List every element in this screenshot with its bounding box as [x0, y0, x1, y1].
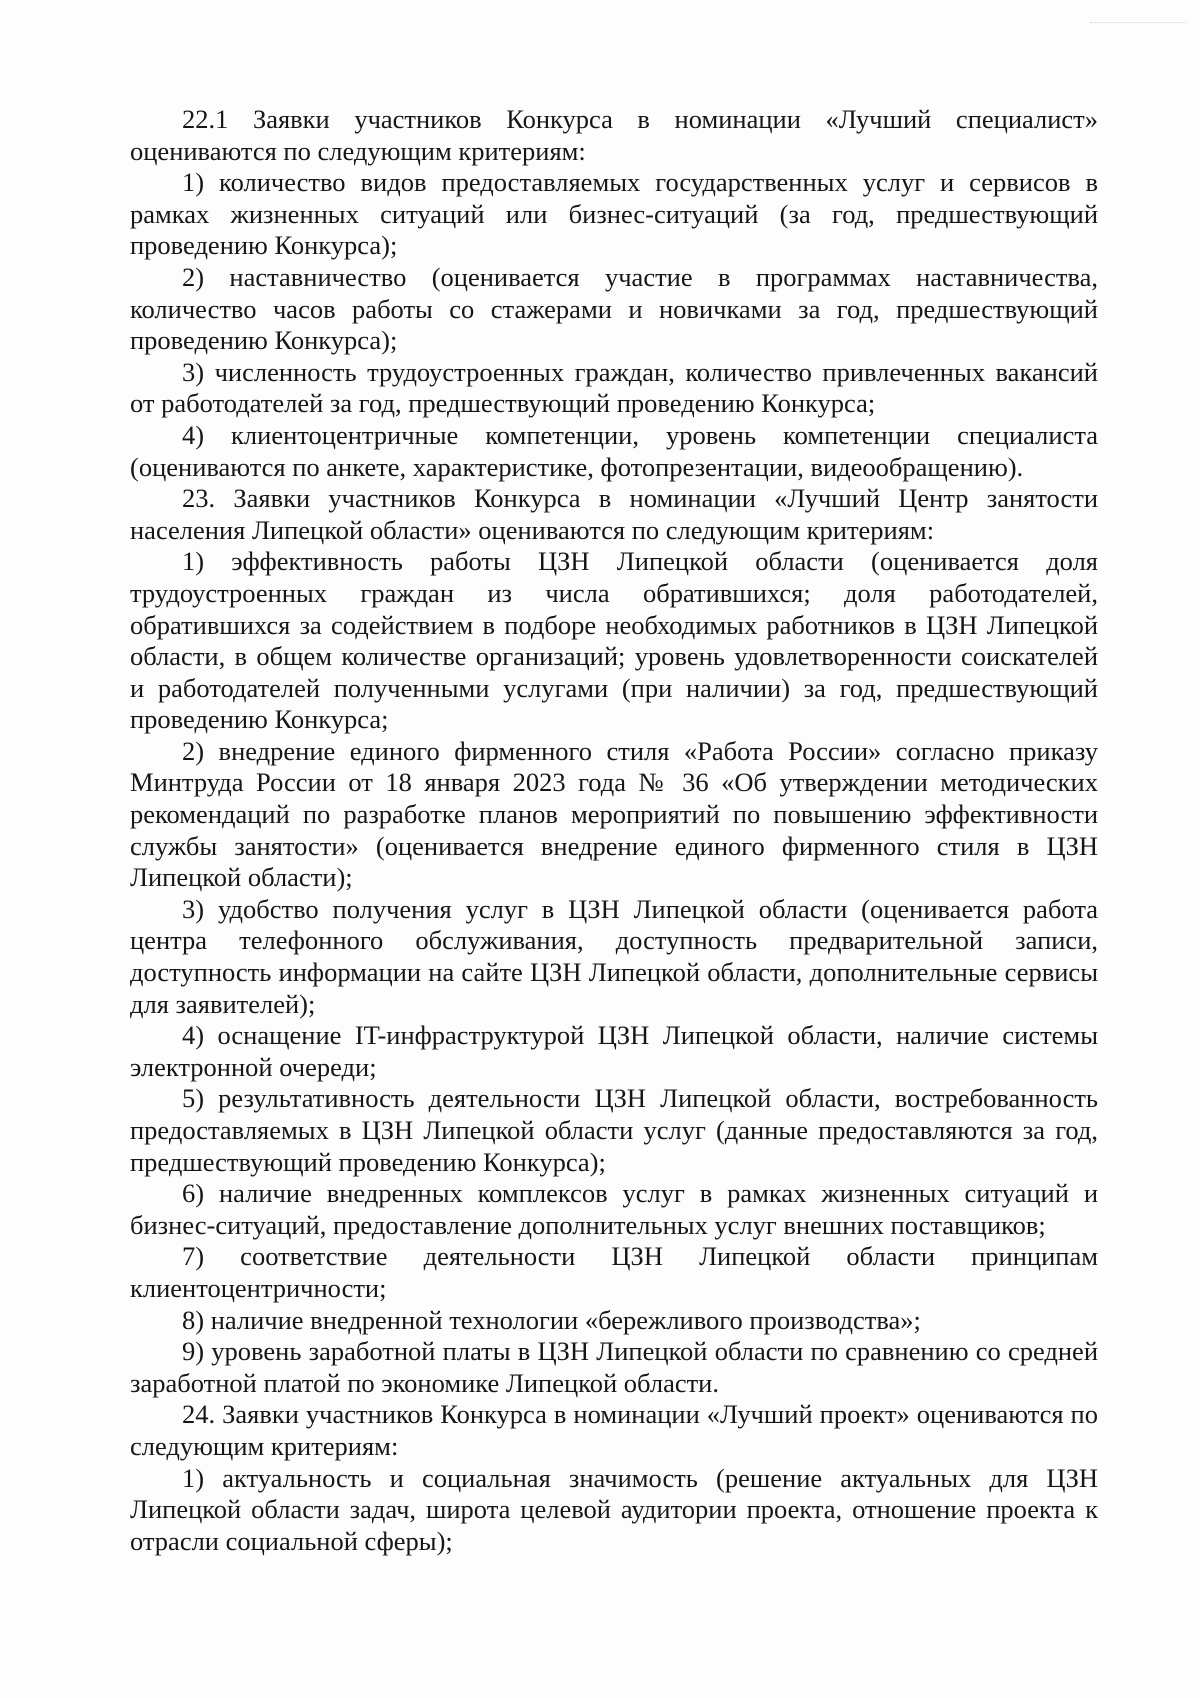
paragraph-23-item-8: 8) наличие внедренной технологии «бережливого производства»;: [182, 1304, 921, 1335]
paragraph-23-item-7: 7) соответствие деятельности ЦЗН Липецкой области принципам клиентоцентричности;: [130, 1241, 1098, 1303]
paragraph-22-1: 22.1 Заявки участников Конкурса в номинации «Лучший специалист» оцениваются по следующим критериям:: [130, 104, 1098, 166]
paragraph-23-item-3: 3) удобство получения услуг в ЦЗН Липецкой области (оценивается работа центра телефонного обслуживания, доступность предварительной записи, доступность информации на сайте ЦЗН Липецкой области, дополнительные сервисы для заявителей);: [130, 893, 1098, 1019]
paragraph-23-item-9: 9) уровень заработной платы в ЦЗН Липецкой области по сравнению со средней заработной платой по экономике Липецкой области.: [130, 1336, 1098, 1398]
paragraph-23-item-6: 6) наличие внедренных комплексов услуг в рамках жизненных ситуаций и бизнес-ситуаций, предоставление дополнительных услуг внешних поставщиков;: [130, 1178, 1098, 1240]
paragraph-22-1-item-3: 3) численность трудоустроенных граждан, количество привлеченных вакансий от работодателей за год, предшествующий проведению Конкурса;: [130, 356, 1098, 419]
paragraph-23-item-2: 2) внедрение единого фирменного стиля «Работа России» согласно приказу Минтруда России от 18 января 2023 года № 36 «Об утверждении методических рекомендаций по разработке планов мероприятий по повышению эффективности службы занятости» (оценивается внедрение единого фирменного стиля в ЦЗН Липецкой области);: [130, 735, 1098, 893]
paragraph-22-1-item-1: 1) количество видов предоставляемых государственных услуг и сервисов в рамках жизненных ситуаций или бизнес-ситуаций (за год, предшествующий проведению Конкурса);: [130, 167, 1098, 261]
document-body: [130, 104, 1098, 1557]
paragraph-24: 24. Заявки участников Конкурса в номинации «Лучший проект» оцениваются по следующим критериям:: [130, 1399, 1098, 1461]
paragraph-23-item-1: 1) эффективность работы ЦЗН Липецкой области (оценивается доля трудоустроенных граждан из числа обратившихся; доля работодателей, обратившихся за содействием в подборе необходимых работников в ЦЗН Липецкой области, в общем количестве организаций; уровень удовлетворенности соискателей и работодателей полученными услугами (при наличии) за год, предшествующий проведению Конкурса;: [130, 546, 1098, 735]
paragraph-23: 23. Заявки участников Конкурса в номинации «Лучший Центр занятости населения Липецкой области» оцениваются по следующим критериям:: [130, 483, 1098, 545]
paragraph-22-1-item-2: 2) наставничество (оценивается участие в программах наставничества, количество часов работы со стажерами и новичками за год, предшествующий проведению Конкурса);: [130, 261, 1098, 356]
paragraph-24-item-1: 1) актуальность и социальная значимость (решение актуальных для ЦЗН Липецкой области задач, широта целевой аудитории проекта, отношение проекта к отрасли социальной сферы);: [130, 1462, 1098, 1556]
paragraph-22-1-item-4: 4) клиентоцентричные компетенции, уровень компетенции специалиста (оцениваются по анкете, характеристике, фотопрезентации, видеообращению).: [130, 419, 1098, 482]
paragraph-23-item-5: 5) результативность деятельности ЦЗН Липецкой области, востребованность предоставляемых в ЦЗН Липецкой области услуг (данные предоставляются за год, предшествующий проведению Конкурса);: [130, 1083, 1098, 1177]
scan-artifact: [1090, 22, 1186, 31]
paragraph-23-item-4: 4) оснащение IT-инфраструктурой ЦЗН Липецкой области, наличие системы электронной очереди;: [130, 1020, 1098, 1082]
